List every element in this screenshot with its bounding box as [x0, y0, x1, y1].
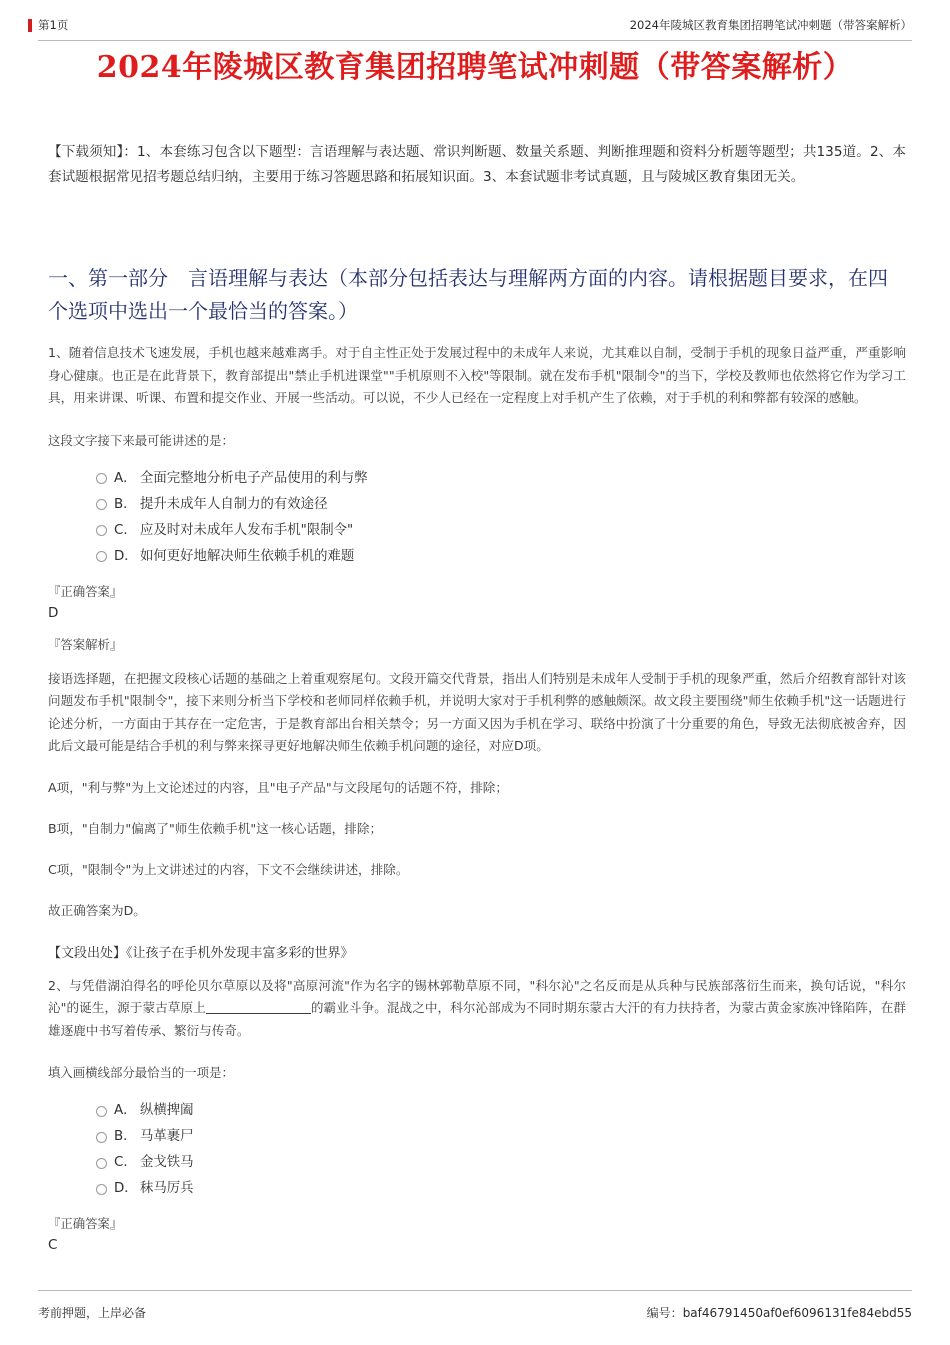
- option-text: 全面完整地分析电子产品使用的利与弊: [140, 470, 368, 486]
- option-row[interactable]: [48, 518, 906, 544]
- question-1-analysis-label: 『答案解析』: [48, 636, 123, 652]
- footer-id-label: 编号：: [646, 1306, 683, 1320]
- option-letter: A．: [114, 1103, 137, 1118]
- page-number-label: 第1页: [38, 18, 69, 32]
- option-row[interactable]: [48, 1176, 906, 1202]
- option-row[interactable]: [48, 544, 906, 570]
- question-1-prompt: 这段文字接下来最可能讲述的是：: [48, 432, 234, 448]
- option-text: 马革裹尸: [140, 1129, 194, 1144]
- option-letter: B．: [114, 496, 137, 512]
- option-text: 秣马厉兵: [140, 1181, 194, 1196]
- section-heading-part-1: 一、第一部分 言语理解与表达（本部分包括表达与理解两方面的内容。请根据题目要求，在四个选项中选出一个最恰当的答案。）: [48, 266, 888, 323]
- option-row[interactable]: [48, 1150, 906, 1176]
- option-text: 提升未成年人自制力的有效途径: [140, 496, 328, 512]
- option-letter: C．: [114, 522, 137, 538]
- footer-document-id: [647, 1304, 912, 1321]
- question-1-stem: 1、随着信息技术飞速发展，手机也越来越难离手。对于自主性正处于发展过程中的未成年人来说，尤其难以自制，受制于手机的现象日益严重，严重影响身心健康。也正是在此背景下，教育部提出"禁止手机进课堂""手机原则不入校"等限制。就在发布手机"限制令"的当下，学校及教师也依然将它作为学习工具，用来讲课、听课、布置和提交作业、开展一些活动。可以说，不少人已经在一定程度上对手机产生了依赖，对于手机的利和弊都有较深的感触。: [48, 345, 906, 405]
- radio-button-icon[interactable]: [96, 1106, 107, 1117]
- question-1-analysis-body: 接语选择题，在把握文段核心话题的基础之上着重观察尾句。文段开篇交代背景，指出人们特别是未成年人受制于手机的现象严重，然后介绍教育部针对该问题发布手机"限制令"，接下来则分析当下学校和老师同样依赖手机，并说明大家对于手机利弊的感触颇深。故文段主要围绕"师生依赖手机"这一话题进行论述分析，一方面由于其存在一定危害，于是教育部出台相关禁令；另一方面又因为手机在学习、联络中扮演了十分重要的角色，导致无法彻底被舍弃，因此后文最可能是结合手机的利与弊来探寻更好地解决师生依赖手机问题的途径，对应D项。: [48, 670, 906, 753]
- option-row[interactable]: [48, 1098, 906, 1124]
- option-letter: D．: [114, 1181, 138, 1196]
- option-text: 纵横捭阖: [140, 1103, 194, 1118]
- option-text: 如何更好地解决师生依赖手机的难题: [140, 548, 355, 564]
- option-text: 应及时对未成年人发布手机"限制令": [140, 522, 354, 538]
- radio-button-icon[interactable]: [96, 499, 107, 510]
- document-title: 2024年陵城区教育集团招聘笔试冲刺题（带答案解析）: [96, 50, 854, 85]
- option-letter: B．: [114, 1129, 137, 1144]
- option-text: 金戈铁马: [140, 1155, 194, 1170]
- option-row[interactable]: [48, 1124, 906, 1150]
- running-header-title: 2024年陵城区教育集团招聘笔试冲刺题（带答案解析）: [629, 18, 912, 32]
- document-body: [48, 140, 906, 1255]
- download-notice: 【下载须知】：1、本套练习包含以下题型：言语理解与表达题、常识判断题、数量关系题、判断推理题和资料分析题等题型；共135道。2、本套试题根据常见招考题总结归纳，主要用于练习答题思路和拓展知识面。3、本套试题非考试真题，且与陵城区教育集团无关。: [48, 144, 906, 185]
- radio-button-icon[interactable]: [96, 473, 107, 484]
- option-row[interactable]: [48, 466, 906, 492]
- question-1-elimination-a: A项，"利与弊"为上文论述过的内容，且"电子产品"与文段尾句的话题不符，排除；: [48, 779, 508, 795]
- radio-button-icon[interactable]: [96, 525, 107, 536]
- radio-button-icon[interactable]: [96, 1132, 107, 1143]
- option-letter: A．: [114, 470, 137, 486]
- question-2-stem-after-blank: 的霸业斗争。混战之中，科尔沁部成为不同时期东蒙古大汗的有力扶持者，为蒙古黄金家族冲锋陷阵，在群雄逐鹿中书写着传承、繁衍与传奇。: [48, 1000, 907, 1038]
- question-1-answer-label: 『正确答案』: [48, 583, 123, 599]
- question-2-answer-label: 『正确答案』: [48, 1216, 123, 1231]
- question-1-conclusion: 故正确答案为D。: [48, 902, 146, 918]
- running-header: [38, 18, 912, 41]
- option-letter: C．: [114, 1155, 137, 1170]
- question-1-answer-value: D: [48, 604, 59, 621]
- fill-in-blank: [206, 1013, 311, 1014]
- radio-button-icon[interactable]: [96, 551, 107, 562]
- question-1-options: [48, 466, 906, 570]
- question-2-options: [48, 1098, 906, 1202]
- page-edge-marker: [28, 19, 32, 32]
- footer-tagline: 考前押题，上岸必备: [38, 1306, 147, 1320]
- question-2-answer-value: C: [48, 1237, 58, 1253]
- radio-button-icon[interactable]: [96, 1158, 107, 1169]
- question-2-stem-before-blank: 2、与凭借湖泊得名的呼伦贝尔草原以及将"高原河流"作为名字的锡林郭勒草原不同，"科尔沁"之名反而是从兵种与民族部落衍生而来，换句话说，"科尔沁"的诞生，源于蒙古草原上: [48, 977, 906, 1015]
- question-1-elimination-b: B项，"自制力"偏离了"师生依赖手机"这一核心话题，排除；: [48, 820, 383, 836]
- question-1-elimination-c: C项，"限制令"为上文讲述过的内容，下文不会继续讲述，排除。: [48, 861, 409, 877]
- option-letter: D．: [114, 548, 138, 564]
- radio-button-icon[interactable]: [96, 1184, 107, 1195]
- question-1-source: 【文段出处】《让孩子在手机外发现丰富多彩的世界》: [48, 945, 354, 961]
- option-row[interactable]: [48, 492, 906, 518]
- question-2-prompt: 填入画横线部分最恰当的一项是：: [48, 1065, 234, 1080]
- footer-id-value: baf46791450af0ef6096131fe84ebd55: [682, 1306, 912, 1320]
- running-footer: [38, 1290, 912, 1321]
- question-2-stem: [48, 975, 906, 1043]
